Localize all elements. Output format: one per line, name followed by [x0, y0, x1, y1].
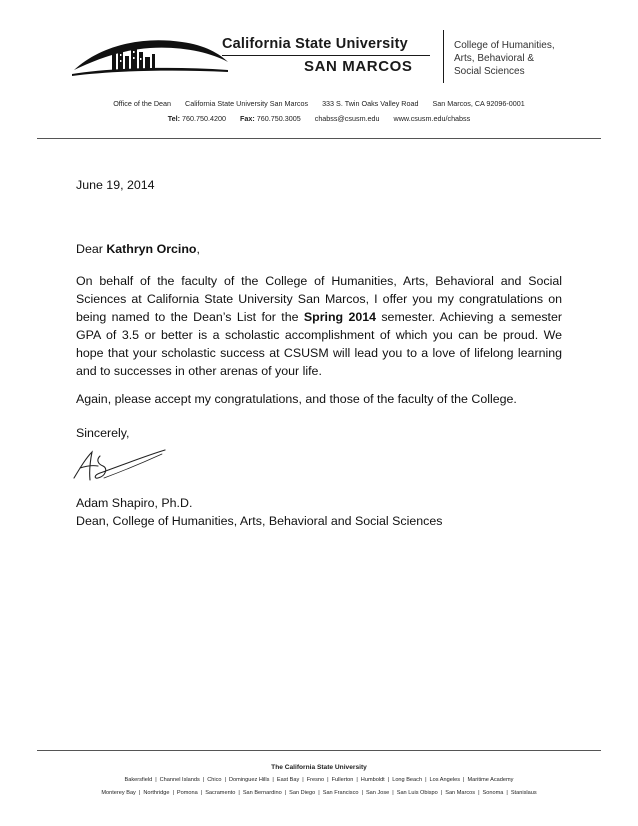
- letter-date: June 19, 2014: [76, 178, 155, 192]
- campus-separator: |: [238, 790, 240, 796]
- campus-separator: |: [272, 777, 274, 783]
- university-name: California State University: [222, 36, 408, 52]
- fax-label: Fax:: [239, 114, 255, 123]
- city-state-zip: San Marcos, CA 92096-0001: [432, 99, 525, 108]
- campus-separator: |: [387, 777, 390, 783]
- campus-separator: |: [302, 777, 304, 783]
- campus-name: Channel Islands: [159, 777, 200, 783]
- street-address: 333 S. Twin Oaks Valley Road: [322, 99, 419, 108]
- college-name: [454, 39, 555, 78]
- campus-name: Dominguez Hills: [228, 777, 270, 783]
- campus-name: East Bay: [276, 777, 300, 783]
- campus-name: Northridge: [143, 790, 170, 796]
- address-line: [0, 99, 638, 108]
- college-name-line: Arts, Behavioral &: [454, 53, 535, 64]
- body-paragraph: Again, please accept my congratulations, and those of the faculty of the College.: [76, 392, 517, 406]
- signer-name: Adam Shapiro, Ph.D.: [76, 496, 193, 510]
- tel-number: 760.750.4200: [182, 114, 226, 123]
- closing: Sincerely,: [76, 426, 130, 440]
- campus-name: Chico: [207, 777, 222, 783]
- university-name-underline: [222, 55, 430, 56]
- campus-separator: |: [506, 790, 508, 796]
- signer-title: Dean, College of Humanities, Arts, Behavioral and Social Sciences: [76, 514, 443, 528]
- campus-name: Monterey Bay: [101, 790, 136, 796]
- campus-separator: |: [318, 790, 320, 796]
- signature-icon: [70, 448, 168, 484]
- paragraph-text: On behalf of the faculty of the College of Humanities, Arts, Behavioral and Social Sciences at California State University San Marcos, I offer you my congratulations on being named to the Dean’s List for the: [76, 274, 562, 324]
- header-rule: [37, 138, 601, 139]
- campus-separator: |: [463, 777, 465, 783]
- campus-name: Bakersfield: [124, 777, 153, 783]
- campus-separator: |: [202, 777, 205, 783]
- campus-name: Los Angeles: [429, 777, 460, 783]
- campus-separator: |: [284, 790, 287, 796]
- campus-name: Long Beach: [392, 777, 423, 783]
- college-name-line: Social Sciences: [454, 66, 525, 77]
- campus-separator: |: [392, 790, 394, 796]
- website-link[interactable]: www.csusm.edu/chabss: [393, 114, 471, 123]
- footer-title: The California State University: [271, 764, 367, 771]
- campus-name: Maritime Academy: [467, 777, 514, 783]
- campus-separator: |: [172, 790, 174, 796]
- campus-name: Fresno: [306, 777, 325, 783]
- university-campus: SAN MARCOS: [304, 58, 413, 75]
- campus-list: [0, 790, 638, 796]
- salutation-suffix: ,: [196, 242, 200, 256]
- institution-name: California State University San Marcos: [185, 99, 309, 108]
- campus-separator: |: [425, 777, 427, 783]
- campus-name: Sacramento: [205, 790, 236, 796]
- campus-separator: |: [327, 777, 329, 783]
- campus-separator: |: [356, 777, 358, 783]
- campus-name: San Luis Obispo: [396, 790, 438, 796]
- campus-name: Pomona: [176, 790, 198, 796]
- office-name: Office of the Dean: [113, 99, 172, 108]
- college-name-line: College of Humanities,: [454, 40, 555, 51]
- campus-name: Fullerton: [331, 777, 354, 783]
- fax-number: 760.750.3005: [256, 114, 301, 123]
- csusm-logo-icon: [70, 32, 230, 78]
- contact-line: [0, 114, 638, 123]
- campus-separator: |: [155, 777, 157, 783]
- campus-separator: |: [361, 790, 363, 796]
- footer-rule: [37, 750, 601, 751]
- campus-name: San Marcos: [445, 790, 476, 796]
- tel-label: Tel:: [167, 114, 180, 123]
- campus-name: San Jose: [365, 790, 390, 796]
- semester-name: Spring 2014: [303, 310, 377, 324]
- campus-name: San Diego: [289, 790, 316, 796]
- campus-separator: |: [138, 790, 141, 796]
- salutation-prefix: Dear: [76, 242, 107, 256]
- campus-name: Stanislaus: [510, 790, 537, 796]
- paragraph-text: semester. Achieving a semester GPA of 3.5 or better is a scholastic accomplishment of which you can be proud. We hope that your scholastic success at CSUSM will lead you to a love of lifelong learning and to successes in other arenas of your life.: [76, 310, 562, 378]
- body-paragraph: [76, 272, 562, 380]
- campus-name: San Francisco: [322, 790, 359, 796]
- email-link[interactable]: chabss@csusm.edu: [314, 114, 380, 123]
- campus-separator: |: [478, 790, 480, 796]
- campus-separator: |: [224, 777, 226, 783]
- campus-name: Humboldt: [360, 777, 385, 783]
- campus-separator: |: [200, 790, 203, 796]
- header-divider: [443, 30, 444, 83]
- recipient-name: Kathryn Orcino: [106, 242, 197, 256]
- campus-list: [0, 777, 638, 783]
- salutation: [76, 240, 200, 258]
- campus-name: San Bernardino: [242, 790, 282, 796]
- campus-separator: |: [440, 790, 443, 796]
- campus-name: Sonoma: [482, 790, 504, 796]
